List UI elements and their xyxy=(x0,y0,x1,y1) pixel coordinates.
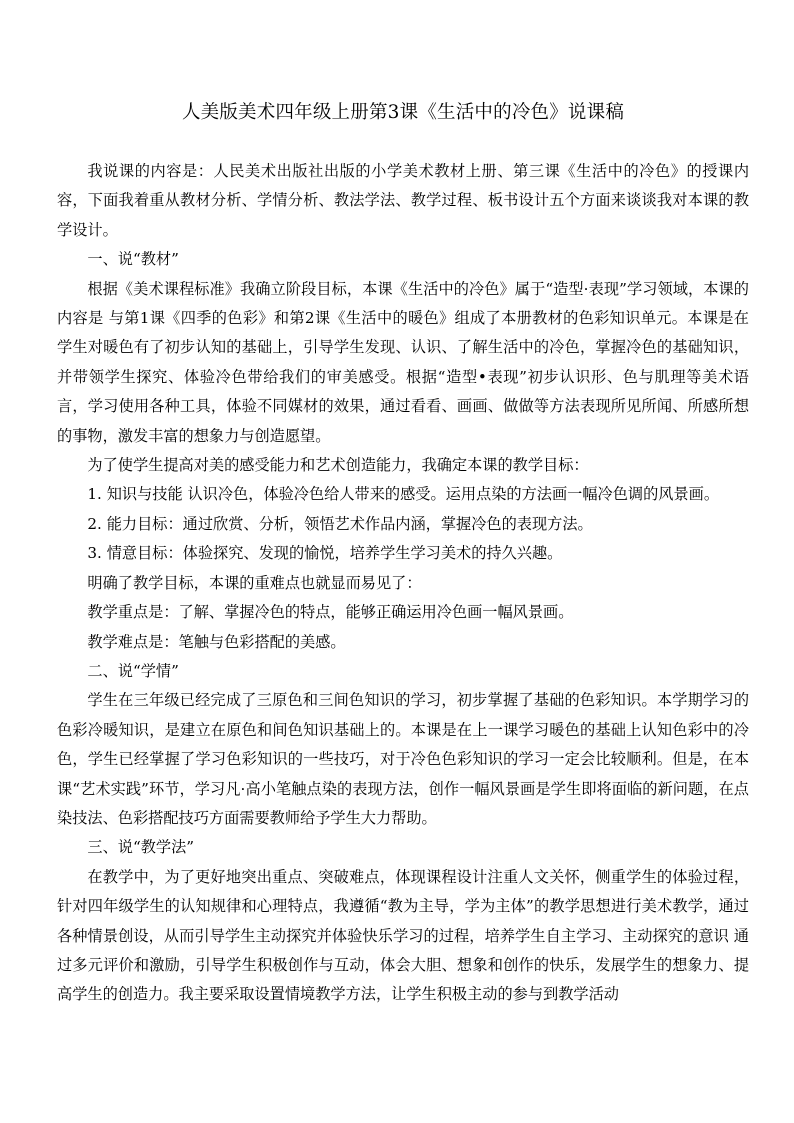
document-page xyxy=(57,0,749,1123)
document-title: 人美版美术四年级上册第3课《生活中的冷色》说课稿 xyxy=(181,102,625,123)
goal-item-1: 1. 知识与技能 认识冷色，体验冷色给人带来的感受。运用点染的方法画一幅冷色调的风景画。 xyxy=(87,485,720,504)
goal-item-3: 3. 情意目标：体验探究、发现的愉悦，培养学生学习美术的持久兴趣。 xyxy=(87,544,563,563)
paragraph-textbook: 根据《美术课程标准》我确立阶段目标，本课《生活中的冷色》属于“造型·表现”学习领域，本课的内容是 与第1课《四季的色彩》和第2课《生活中的暖色》组成了本册教材的色彩知识单元。本课是在学生对暖色有了初步认知的基础上，引导学生发现、认识、了解生活中的冷色，掌握冷色的基础知识，并带领学生探究、体验冷色带给我们的审美感受。根据“造型•表现”初步认识形、色与肌理等美术语言，学习使用各种工具，体验不同媒材的效果，通过看看、画画、做做等方法表现所见所闻、所感所想的事物，激发丰富的想象力与创造愿望。 xyxy=(57,279,749,445)
section-heading-students: 二、说“学情” xyxy=(87,661,179,680)
paragraph-goals-intro: 为了使学生提高对美的感受能力和艺术创造能力，我确定本课的教学目标： xyxy=(87,456,589,475)
section-heading-textbook: 一、说“教材” xyxy=(87,250,179,269)
paragraph-key-points-intro: 明确了教学目标，本课的重难点也就显而易见了： xyxy=(87,573,422,592)
paragraph-intro: 我说课的内容是：人民美术出版社出版的小学美术教材上册、第三课《生活中的冷色》的授课内容，下面我着重从教材分析、学情分析、教法学法、教学过程、板书设计五个方面来谈谈我对本课的教学设计。 xyxy=(57,162,749,239)
section-heading-methods: 三、说“教学法” xyxy=(87,838,195,857)
paragraph-methods: 在教学中，为了更好地突出重点、突破难点，体现课程设计注重人文关怀，侧重学生的体验过程，针对四年级学生的认知规律和心理特点，我遵循“教为主导，学为主体”的教学思想进行美术教学，通过各种情景创设，从而引导学生主动探究并体验快乐学习的过程，培养学生自主学习、主动探究的意识 通过多元评价和激励，引导学生积极创作与互动，体会大胆、想象和创作的快乐，发展学生的想象力、提高学生的创造力。我主要采取设置情境教学方法，让学生积极主动的参与到教学活动 xyxy=(57,867,749,1004)
paragraph-key-point: 教学重点是：了解、掌握冷色的特点，能够正确运用冷色画一幅风景画。 xyxy=(87,603,574,622)
document-body xyxy=(57,157,749,1010)
paragraph-difficulty: 教学难点是：笔触与色彩搭配的美感。 xyxy=(87,632,346,651)
goal-item-2: 2. 能力目标：通过欣赏、分析，领悟艺术作品内涵，掌握冷色的表现方法。 xyxy=(87,514,593,533)
paragraph-students: 学生在三年级已经完成了三原色和三间色知识的学习，初步掌握了基础的色彩知识。本学期学习的色彩冷暖知识，是建立在原色和间色知识基础上的。本课是在上一课学习暖色的基础上认知色彩中的冷色，学生已经掌握了学习色彩知识的一些技巧，对于冷色色彩知识的学习一定会比较顺利。但是，在本课“艺术实践”环节，学习凡·高小笔触点染的表现方法，创作一幅风景画是学生即将面临的新问题，在点染技法、色彩搭配技巧方面需要教师给予学生大力帮助。 xyxy=(57,691,749,827)
